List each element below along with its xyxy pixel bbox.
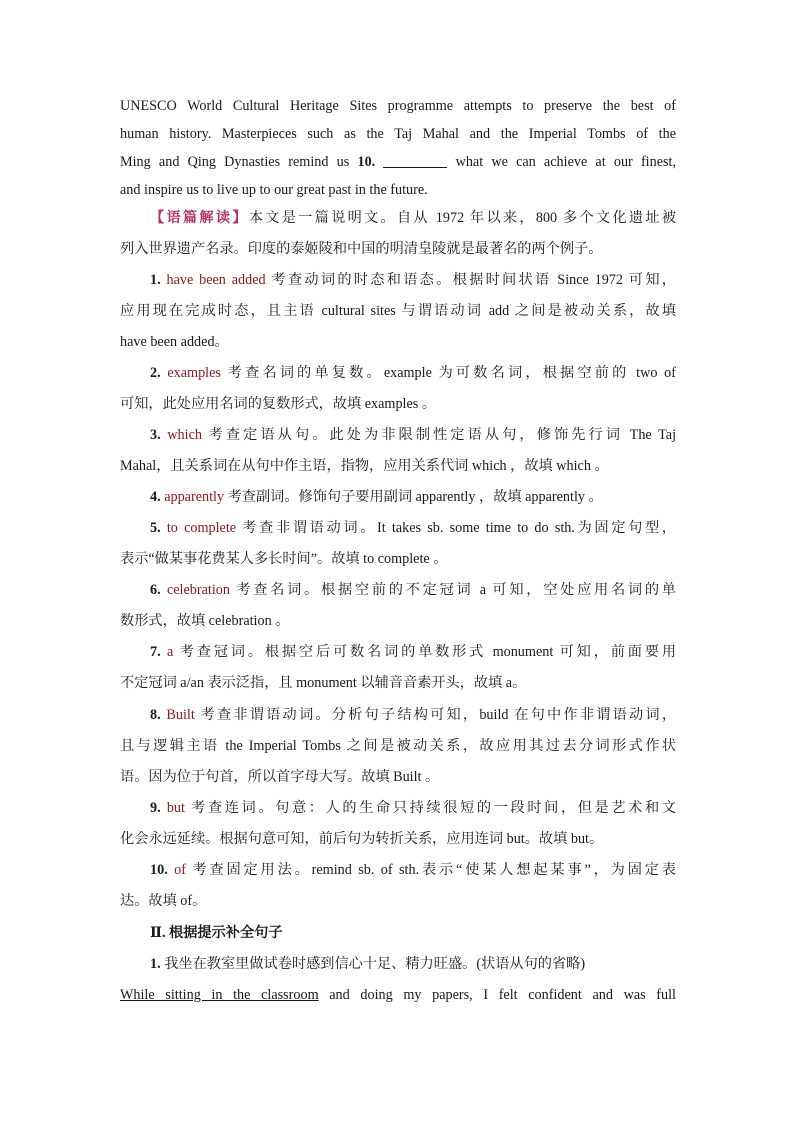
answer-item-6-line-2: 数形式，故填 celebration 。: [120, 613, 290, 629]
explanation-text: 考查连词。句意：人的生命只持续很短的一段时间，但是艺术和文: [184, 800, 676, 816]
underlined-answer: While sitting in the classroom: [120, 987, 319, 1003]
section-2-title: Ⅱ. 根据提示补全句子: [150, 925, 283, 941]
answer-text: of: [174, 862, 186, 878]
explanation-text: 考查非谓语动词。It takes sb. some time to do sth.为固定句型，: [236, 520, 676, 536]
passage-line-3: [120, 152, 676, 172]
passage-line-4: and inspire us to live up to our great past in the future.: [120, 182, 428, 198]
item-number: 6.: [150, 582, 161, 598]
answer-text: Built: [166, 707, 195, 723]
item-number: 1.: [150, 272, 161, 288]
item-number: 2.: [150, 365, 161, 381]
answer-item-1-line-2: 应用现在完成时态，且主语 cultural sites 与谓语动词 add 之间是被动关系，故填: [120, 303, 676, 319]
explanation-text: 考查副词。修饰句子要用副词 apparently ，故填 apparently 。: [224, 489, 603, 505]
explanation-text: 考查名词的单复数。example 为可数名词，根据空前的 two of: [220, 365, 676, 381]
answer-item-10: [150, 860, 676, 880]
answer-item-3: [150, 425, 676, 445]
answer-item-8: [150, 705, 676, 725]
item-number: 10.: [150, 862, 168, 878]
answer-item-5: [150, 518, 676, 538]
answer-item-10-line-2: 达。故填 of。: [120, 893, 207, 909]
explanation-text: 考查固定用法。remind sb. of sth.表示“使某人想起某事”，为固定表: [185, 862, 676, 878]
blank-number: 10.: [357, 154, 376, 170]
answer-item-8-line-3: 语。因为位于句首，所以首字母大写。故填 Built 。: [120, 769, 440, 785]
item-number: 7.: [150, 644, 161, 660]
item-number: 3.: [150, 427, 161, 443]
section-2-question-1: [150, 954, 676, 974]
answer-text: apparently: [164, 489, 225, 505]
answer-item-7: [150, 642, 676, 662]
passage-line-3-text: Ming and Qing Dynasties remind us: [120, 154, 350, 170]
item-number: 4.: [150, 489, 161, 505]
answer-text: but: [166, 800, 185, 816]
answer-item-1-line-3: have been added。: [120, 334, 229, 350]
question-number: 1.: [150, 956, 161, 972]
item-number: 5.: [150, 520, 161, 536]
answer-item-6: [150, 580, 676, 600]
answer-item-4: [150, 487, 676, 507]
answer-text: celebration: [166, 582, 230, 598]
analysis-text-1: 本文是一篇说明文。自从 1972 年以来，800 多个文化遗址被: [248, 210, 676, 226]
section-2-answer-1: [120, 985, 676, 1005]
answer-item-9: [150, 798, 676, 818]
passage-line-1: UNESCO World Cultural Heritage Sites programme attempts to preserve the best of: [120, 98, 676, 114]
answer-item-1: [150, 270, 676, 290]
explanation-text: 考查动词的时态和语态。根据时间状语 Since 1972 可知，: [265, 272, 676, 288]
answer-item-9-line-2: 化会永远延续。根据句意可知，前后句为转折关系，应用连词 but。故填 but。: [120, 831, 604, 847]
analysis-line-2: 列入世界遗产名录。印度的泰姬陵和中国的明清皇陵就是最著名的两个例子。: [120, 241, 603, 257]
item-number: 9.: [150, 800, 161, 816]
answer-text: to complete: [166, 520, 237, 536]
explanation-text: 考查名词。根据空前的不定冠词 a 可知，空处应用名词的单: [229, 582, 676, 598]
explanation-text: 考查定语从句。此处为非限制性定语从句，修饰先行词 The Taj: [201, 427, 677, 443]
answer-item-2-line-2: 可知，此处应用名词的复数形式，故填 examples 。: [120, 396, 437, 412]
answer-item-2: [150, 363, 676, 383]
answer-item-7-line-2: 不定冠词 a/an 表示泛指，且 monument 以辅音音素开头，故填 a。: [120, 675, 527, 691]
question-text: 我坐在教室里做试卷时感到信心十足、精力旺盛。(状语从句的省略): [160, 956, 586, 972]
answer-item-8-line-2: 且与逻辑主语 the Imperial Tombs 之间是被动关系，故应用其过去分词形式作状: [120, 738, 676, 754]
analysis-line-1: [150, 208, 676, 228]
answer-text: a: [167, 644, 174, 660]
answer-text: have been added: [166, 272, 266, 288]
item-number: 8.: [150, 707, 161, 723]
answer-text: which: [167, 427, 202, 443]
answer-continuation: and doing my papers, I felt confident and was full: [318, 987, 676, 1003]
answer-item-3-line-2: Mahal，且关系词在从句中作主语，指物，应用关系代词 which ，故填 which 。: [120, 458, 609, 474]
analysis-tag: 【语篇解读】: [150, 210, 249, 226]
passage-line-2: human history. Masterpieces such as the Taj Mahal and the Imperial Tombs of the: [120, 126, 676, 142]
answer-item-5-line-2: 表示“做某事花费某人多长时间”。故填 to complete 。: [120, 551, 448, 567]
passage-line-3-end: what we can achieve at our finest,: [455, 154, 677, 170]
explanation-text: 考查冠词。根据空后可数名词的单数形式 monument 可知，前面要用: [173, 644, 677, 660]
answer-text: examples: [167, 365, 221, 381]
blank-line: [383, 153, 447, 168]
explanation-text: 考查非谓语动词。分析句子结构可知，build 在句中作非谓语动词，: [194, 707, 677, 723]
